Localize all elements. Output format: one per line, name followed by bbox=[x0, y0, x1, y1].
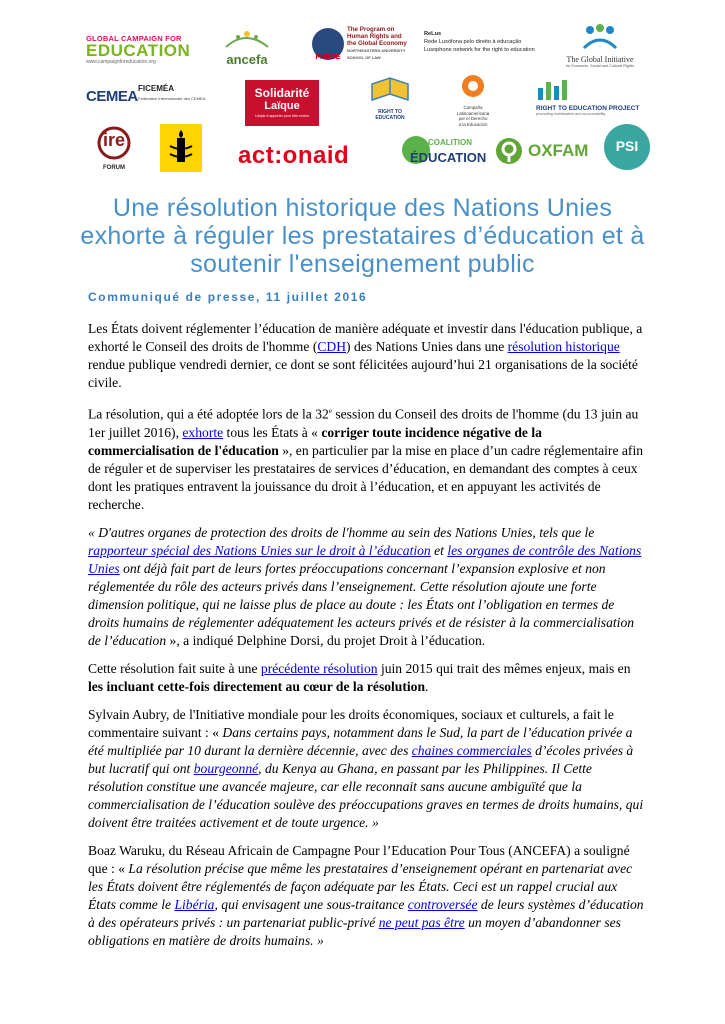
psi-name: PSI bbox=[615, 138, 639, 154]
clade-line3: por el Derecho bbox=[458, 116, 488, 122]
p3-link-1-text: rapporteur spécial des Nations Unies sur le droit à l’éducation bbox=[88, 542, 431, 558]
ancefa-wheat-icon bbox=[216, 27, 278, 49]
oxfam-symbol-icon bbox=[494, 136, 524, 166]
actionaid-logo: act:onaid bbox=[238, 142, 350, 169]
coalition-line1: COALITION bbox=[428, 138, 472, 147]
paragraph-5 bbox=[88, 706, 648, 832]
solidarite-laique-logo bbox=[245, 80, 319, 126]
clade-line1: Campaña bbox=[463, 105, 483, 110]
relus-line1: ReLus bbox=[424, 31, 442, 37]
amnesty-candle-icon bbox=[160, 124, 202, 172]
ficemea-logo bbox=[86, 76, 206, 116]
link-bourgeonne[interactable] bbox=[194, 761, 258, 776]
clade-line2: Latinoamericana bbox=[456, 110, 490, 116]
clade-text bbox=[448, 105, 498, 127]
paragraph-4 bbox=[88, 660, 648, 696]
r2e-project-tag: promoting mobilisation and accountability bbox=[536, 112, 606, 116]
title-line2: exhorte à réguler les prestataires d’éducation et à bbox=[80, 222, 645, 250]
phrge-line3: the Global Economy bbox=[347, 40, 407, 47]
p4-text-1: Cette résolution fait suite à une bbox=[88, 660, 261, 676]
link-resolution-historique[interactable]: résolution historique bbox=[507, 339, 620, 354]
link-cdh[interactable]: CDH bbox=[317, 339, 347, 354]
link-exhorte[interactable]: exhorte bbox=[182, 424, 224, 440]
link-liberia[interactable] bbox=[174, 897, 214, 912]
p6-italic-4: un moyen d’abandonner ses obligations en matière de droits humains. » bbox=[88, 914, 621, 948]
gce-logo-line1: GLOBAL CAMPAIGN FOR bbox=[86, 34, 182, 43]
right-to-education-book-logo bbox=[368, 74, 412, 126]
paragraph-2 bbox=[88, 402, 648, 514]
p3-text-3: ont déjà fait part de leurs fortes préoccupations concernant l’expansion explosive et non réglementée du rôle des acteurs privés dans l’enseignement. Cette résolution ajoute une forte dimension politique, qui ne laisse plus de place au doute : les États ont l’obligation en termes de droits humains de réglementer adéquatement les acteurs privés et de résister à la commercialisation de l’éducation bbox=[88, 560, 635, 648]
p3-text-4: », a indiqué Delphine Dorsi, du projet Droit à l’éducation. bbox=[166, 632, 486, 648]
p4-text-2: juin 2015 qui trait des mêmes enjeux, mais en bbox=[377, 660, 631, 676]
p2-text-3: tous les États à « bbox=[223, 424, 322, 440]
amnesty-logo bbox=[160, 124, 202, 172]
p2-text-1: La résolution, qui a été adoptée lors de la 32 bbox=[88, 406, 329, 422]
link-controversee[interactable] bbox=[408, 897, 478, 912]
ire-mark: ire bbox=[102, 130, 126, 150]
ire-sub: FORUM bbox=[103, 165, 125, 171]
p6-italic-3: de leurs systèmes d’éducation à des opérateurs privés : un partenariat public-privé bbox=[88, 896, 644, 930]
p5-italic-1: Dans certains pays, notamment dans le Sud, la part de l’éducation privée a été multipliée par 10 durant la dernière décennie, avec des bbox=[88, 724, 633, 758]
relus-logo bbox=[424, 30, 554, 54]
solidarite-line2: Laïque bbox=[264, 100, 300, 112]
oxfam-name: OXFAM bbox=[528, 141, 589, 160]
press-release-title bbox=[60, 194, 665, 278]
p2-superscript: e bbox=[328, 407, 332, 415]
r2e-book-line2: EDUCATION bbox=[375, 115, 405, 121]
paragraph-3 bbox=[88, 524, 648, 650]
ficemea-name: FICEMÉA bbox=[138, 84, 174, 93]
article-body bbox=[88, 320, 648, 960]
link-rapporteur-special[interactable] bbox=[88, 543, 431, 558]
ancefa-logo-name: ancefa bbox=[226, 52, 268, 67]
link-precedente-resolution[interactable]: précédente résolution bbox=[260, 660, 378, 676]
link-ne-peut-pas-etre[interactable] bbox=[379, 915, 465, 930]
p6-link-3-text: ne peut pas être bbox=[378, 914, 465, 930]
right-to-education-project-logo bbox=[536, 78, 656, 118]
gi-line1: The Global Initiative bbox=[566, 55, 634, 64]
oxfam-logo bbox=[494, 136, 589, 170]
r2e-book-line1: RIGHT TO bbox=[378, 109, 402, 115]
solidarite-line1: Solidarité bbox=[254, 86, 310, 100]
phrge-logo bbox=[312, 26, 412, 68]
p5-italic-3: , du Kenya au Ghana, en passant par les Philippines. Il Cette résolution constitue une avancée majeure, car elle reconnait sans aucune ambiguïté que la commercialisation de l’éducation soulève des préoccupations graves en termes de droits humains, qui doivent être traitées activement et de toute urgence. » bbox=[88, 760, 644, 830]
p4-bold-1: les incluant cette-fois directement au cœur de la résolution bbox=[88, 678, 426, 694]
phrge-line1: The Program on bbox=[347, 26, 395, 33]
paragraph-1 bbox=[88, 320, 648, 392]
phrge-text bbox=[347, 26, 407, 61]
p1-text-3: rendue publique vendredi dernier, ce dont se sont félicitées aujourd’hui 21 organisations de la société civile. bbox=[88, 357, 638, 390]
clade-logo bbox=[448, 72, 498, 134]
p1-text-2: ) des Nations Unies dans une bbox=[346, 339, 508, 354]
solidarite-tag: Utopie à apporter pour être moins bbox=[255, 114, 309, 118]
coalition-line2: ÉDUCATION bbox=[410, 150, 487, 165]
gce-logo bbox=[86, 34, 198, 64]
phrge-badge: PHRGE bbox=[315, 54, 341, 61]
p3-text-2: et bbox=[430, 542, 448, 558]
title-line1: Une résolution historique des Nations Unies bbox=[112, 194, 613, 222]
relus-line3: Lusophone network for the right to education bbox=[424, 47, 535, 53]
p6-italic-2: , qui envisagent une sous-traitance bbox=[214, 896, 408, 912]
psi-logo bbox=[604, 124, 650, 170]
gi-line2: for Economic, Social and Cultural Rights bbox=[566, 64, 634, 68]
p6-italic-1: La résolution précise que même les prestataires d’enseignement opérant en partenariat avec les États doivent être réglementés de façon adéquate par les États. Ceci est un rappel crucial aux États comme le bbox=[88, 860, 633, 912]
r2e-project-bars-icon bbox=[536, 78, 576, 100]
ancefa-logo bbox=[216, 27, 278, 67]
p2-text-4: », en particulier par la mise en place d’un cadre réglementaire afin de réguler et de superviser les prestataires de services d’éducation, en demandant des comptes à ceux dont les pratiques entravent la jouissance du droit à l’éducation, et en appuyant les activités de recherche. bbox=[88, 442, 644, 512]
ficemea-mark: CEMEA bbox=[86, 88, 138, 105]
p5-italic-2: d’écoles privées à but lucratif qui ont bbox=[88, 742, 634, 776]
ire-forum-logo bbox=[86, 126, 142, 172]
r2e-project-name: RIGHT TO EDUCATION PROJECT bbox=[536, 105, 640, 112]
book-icon bbox=[368, 74, 412, 104]
p5-text-1: Sylvain Aubry, de l'Initiative mondiale pour les droits économiques, sociaux et culturels, a fait le commentaire suivant : « bbox=[88, 706, 614, 740]
p3-link-2-text: les organes de contrôle des Nations Unies bbox=[88, 542, 642, 576]
phrge-line2: Human Rights and bbox=[347, 33, 402, 40]
p2-text-2: session du Conseil des droits de l'homme (du 13 juin au 1er juillet 2016), bbox=[88, 406, 639, 440]
link-chaines-commerciales[interactable] bbox=[412, 743, 532, 758]
gce-logo-line2: EDUCATION bbox=[86, 41, 191, 60]
gce-logo-url: www.campaignforeducation.org bbox=[86, 59, 156, 65]
global-initiative-figures-icon bbox=[560, 22, 640, 50]
p1-text-1: Les États doivent réglementer l’éducation de manière adéquate et investir dans l'éducation publique, a exhorté le Conseil des droits de l'homme ( bbox=[88, 321, 643, 354]
p4-text-3: . bbox=[425, 678, 429, 694]
title-line3: soutenir l'enseignement public bbox=[190, 250, 535, 278]
coalition-education-logo bbox=[402, 132, 487, 174]
phrge-line4: NORTHEASTERN UNIVERSITY bbox=[347, 48, 406, 53]
ficemea-sub: Fédération Internationale des CEMEA bbox=[138, 96, 206, 101]
p2-bold-1: corriger toute incidence négative de la commercialisation de l'éducation bbox=[88, 424, 542, 458]
p3-text-1: « D'autres organes de protection des droits de l'homme au sein des Nations Unies, tels que le bbox=[88, 524, 595, 540]
global-initiative-logo bbox=[560, 22, 640, 70]
clade-line4: a la Educación bbox=[458, 121, 488, 127]
p5-link-2-text: bourgeonné bbox=[193, 760, 259, 776]
clade-sun-icon bbox=[448, 72, 498, 100]
relus-line2: Rede Lusófona pelo direito à educação bbox=[424, 39, 522, 45]
phrge-line5: SCHOOL OF LAW bbox=[347, 55, 381, 60]
p5-link-1-text: chaines commerciales bbox=[411, 742, 532, 758]
p6-link-1-text: Libéria bbox=[174, 896, 215, 912]
p6-link-2-text: controversée bbox=[407, 896, 478, 912]
press-release-date: Communiqué de presse, 11 juillet 2016 bbox=[88, 290, 368, 304]
paragraph-6 bbox=[88, 842, 648, 950]
p6-text-1: Boaz Waruku, du Réseau Africain de Campagne Pour l’Education Pour Tous (ANCEFA) a souligné que : « bbox=[88, 842, 630, 876]
